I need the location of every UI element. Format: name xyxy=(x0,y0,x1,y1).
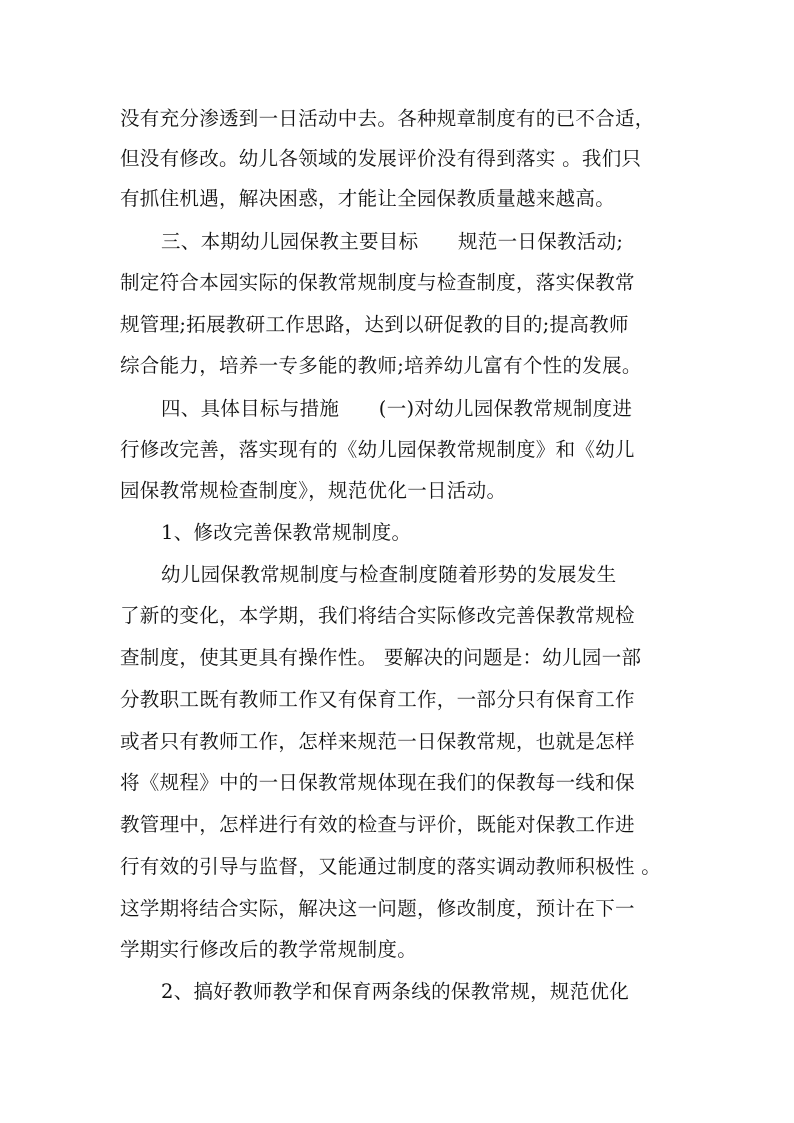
text-line: 这学期将结合实际，解决这一问题，修改制度，预计在下一 xyxy=(120,897,635,920)
text-line: 行有效的引导与监督，又能通过制度的落实调动教师积极性 。 xyxy=(120,855,662,878)
text-line: 综合能力，培养一专多能的教师;培养幼儿富有个性的发展。 xyxy=(120,354,642,377)
text-line: 学期实行修改后的教学常规制度。 xyxy=(120,938,418,961)
text-line: 查制度，使其更具有操作性。 要解决的问题是：幼儿园一部 xyxy=(120,646,642,669)
text-line: 制定符合本园实际的保教常规制度与检查制度，落实保教常 xyxy=(120,271,635,294)
text-line: 行修改完善，落实现有的《幼儿园保教常规制度》和《幼儿 xyxy=(120,438,635,461)
text-line: 教管理中，怎样进行有效的检查与评价，既能对保教工作进 xyxy=(120,813,635,836)
text-line: 园保教常规检查制度》，规范优化一日活动。 xyxy=(120,479,507,502)
text-line: 幼儿园保教常规制度与检查制度随着形势的发展发生 xyxy=(161,563,617,586)
subsection-heading: 2、搞好教师教学和保育两条线的保教常规，规范优化 xyxy=(161,980,630,1003)
text-line: 但没有修改。幼儿各领域的发展评价没有得到落实 。我们只 xyxy=(120,147,642,170)
text-line: 分教职工既有教师工作又有保育工作，一部分只有保育工作 xyxy=(120,688,635,711)
text-line: 了新的变化，本学期，我们将结合实际修改完善保教常规检 xyxy=(120,604,635,627)
section-heading: 三、本期幼儿园保教主要目标 规范一日保教活动; xyxy=(161,230,624,253)
text-line: 将《规程》中的一日保教常规体现在我们的保教每一线和保 xyxy=(120,771,635,794)
section-heading: 四、具体目标与措施 (一)对幼儿园保教常规制度进 xyxy=(161,397,633,420)
text-line: 有抓住机遇，解决困惑，才能让全园保教质量越来越高。 xyxy=(120,187,616,210)
text-line: 规管理;拓展教研工作思路，达到以研促教的目的;提高教师 xyxy=(120,313,629,336)
text-line: 或者只有教师工作，怎样来规范一日保教常规，也就是怎样 xyxy=(120,730,635,753)
subsection-heading: 1、修改完善保教常规制度。 xyxy=(161,521,412,544)
text-line: 没有充分渗透到一日活动中去。各种规章制度有的已不合适， xyxy=(120,107,655,130)
